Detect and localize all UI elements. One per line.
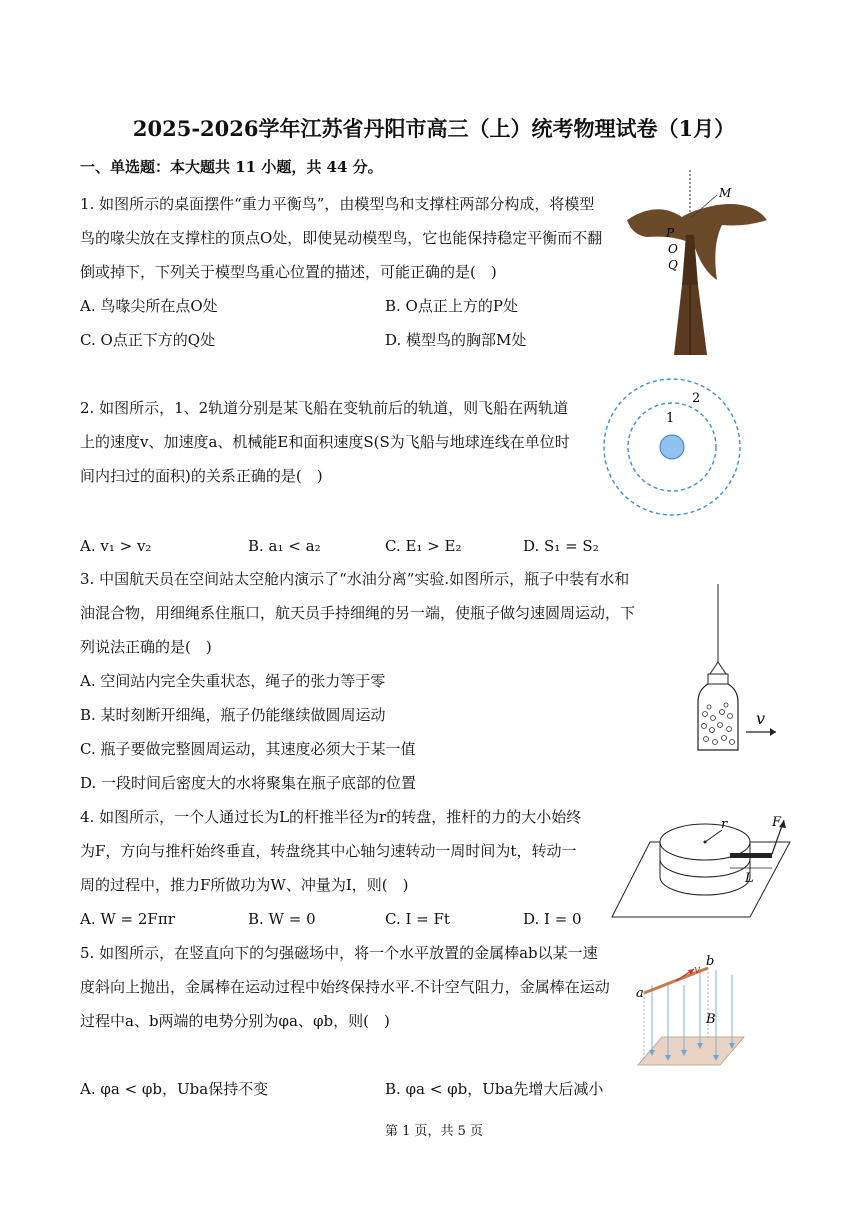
- section-heading: 一、单选题：本大题共 11 小题，共 44 分。: [80, 158, 383, 176]
- q1-label-q: Q: [668, 258, 678, 272]
- q2-orbit-label-2: 2: [692, 391, 701, 406]
- q1-label-o: O: [668, 242, 678, 256]
- q3-option-b: B. 某时刻断开细绳，瓶子仍能继续做圆周运动: [80, 706, 386, 724]
- q1-line-3: 倒或掉下，下列关于模型鸟重心位置的描述，可能正确的是( ): [80, 263, 497, 281]
- q1-line-2: 鸟的喙尖放在支撑柱的顶点O处，即使晃动模型鸟，它也能保持稳定平衡而不翻: [80, 229, 603, 247]
- page-footer: 第 1 页，共 5 页: [384, 1124, 484, 1139]
- q2-line-2: 上的速度v、加速度a、机械能E和面积速度S(S为飞船与地球连线在单位时: [80, 433, 570, 451]
- q4-line-3: 周的过程中，推力F所做功为W、冲量为I，则( ): [80, 876, 409, 894]
- q5-line-2: 度斜向上抛出，金属棒在运动过程中始终保持水平.不计空气阻力，金属棒在运动: [80, 978, 610, 996]
- q1-option-d: D. 模型鸟的胸部M处: [385, 331, 527, 349]
- q2-option-d: D. S₁ = S₂: [523, 537, 599, 555]
- q3-option-c: C. 瓶子要做完整圆周运动，其速度必须大于某一值: [80, 740, 416, 758]
- q2-line-1: 2. 如图所示，1、2轨道分别是某飞船在变轨前后的轨道，则飞船在两轨道: [80, 399, 569, 417]
- q1-option-b: B. O点正上方的P处: [385, 297, 518, 315]
- q1-label-p: P: [666, 226, 675, 240]
- q4-label-f: F: [772, 815, 782, 830]
- q4-label-r: r: [721, 817, 728, 832]
- q2-option-a: A. v₁ > v₂: [80, 537, 152, 555]
- q3-option-a: A. 空间站内完全失重状态，绳子的张力等于零: [80, 672, 386, 690]
- q3-bottle-figure: [690, 582, 790, 757]
- q3-line-3: 列说法正确的是( ): [80, 638, 212, 656]
- q4-option-c: C. I = Ft: [385, 910, 450, 928]
- q3-label-v: v: [756, 709, 766, 728]
- q5-line-3: 过程中a、b两端的电势分别为φa、φb，则( ): [80, 1012, 390, 1030]
- q2-orbit-figure: [600, 375, 750, 520]
- q4-label-l: L: [745, 871, 754, 886]
- q5-option-b: B. φa < φb，Uba先增大后减小: [385, 1080, 604, 1098]
- page-title: 2025-2026学年江苏省丹阳市高三（上）统考物理试卷（1月）: [132, 116, 736, 141]
- q3-line-2: 油混合物，用细绳系住瓶口，航天员手持细绳的另一端，使瓶子做匀速圆周运动，下: [80, 604, 636, 622]
- q5-label-bfield: B: [706, 1012, 716, 1027]
- q5-label-v: v: [694, 963, 701, 976]
- q2-orbit-label-1: 1: [666, 411, 675, 426]
- q4-option-a: A. W = 2Fπr: [80, 910, 175, 928]
- q4-option-d: D. I = 0: [523, 910, 582, 928]
- q4-line-1: 4. 如图所示，一个人通过长为L的杆推半径为r的转盘，推杆的力的大小始终: [80, 808, 582, 826]
- q5-option-a: A. φa < φb，Uba保持不变: [80, 1080, 269, 1098]
- q1-option-c: C. O点正下方的Q处: [80, 331, 216, 349]
- q4-line-2: 为F，方向与推杆始终垂直，转盘绕其中心轴匀速转动一周时间为t，转动一: [80, 842, 577, 860]
- q1-line-1: 1. 如图所示的桌面摆件“重力平衡鸟”，由模型鸟和支撑柱两部分构成，将模型: [80, 195, 595, 213]
- q3-option-d: D. 一段时间后密度大的水将聚集在瓶子底部的位置: [80, 774, 417, 792]
- q2-line-3: 间内扫过的面积)的关系正确的是( ): [80, 467, 323, 485]
- q5-magnetic-field-figure: [632, 955, 752, 1070]
- q5-label-a: a: [636, 986, 644, 1001]
- q1-balance-bird-figure: [622, 165, 772, 360]
- q5-label-b: b: [706, 955, 715, 969]
- q5-line-1: 5. 如图所示，在竖直向下的匀强磁场中，将一个水平放置的金属棒ab以某一速: [80, 944, 598, 962]
- q3-line-1: 3. 中国航天员在空间站太空舱内演示了“水油分离”实验.如图所示，瓶子中装有水和: [80, 570, 630, 588]
- q4-option-b: B. W = 0: [248, 910, 316, 928]
- q1-option-a: A. 鸟喙尖所在点O处: [80, 297, 218, 315]
- q2-option-c: C. E₁ > E₂: [385, 537, 462, 555]
- q2-option-b: B. a₁ < a₂: [248, 537, 321, 555]
- q1-label-m: M: [719, 186, 732, 200]
- q4-turntable-figure: [610, 812, 800, 922]
